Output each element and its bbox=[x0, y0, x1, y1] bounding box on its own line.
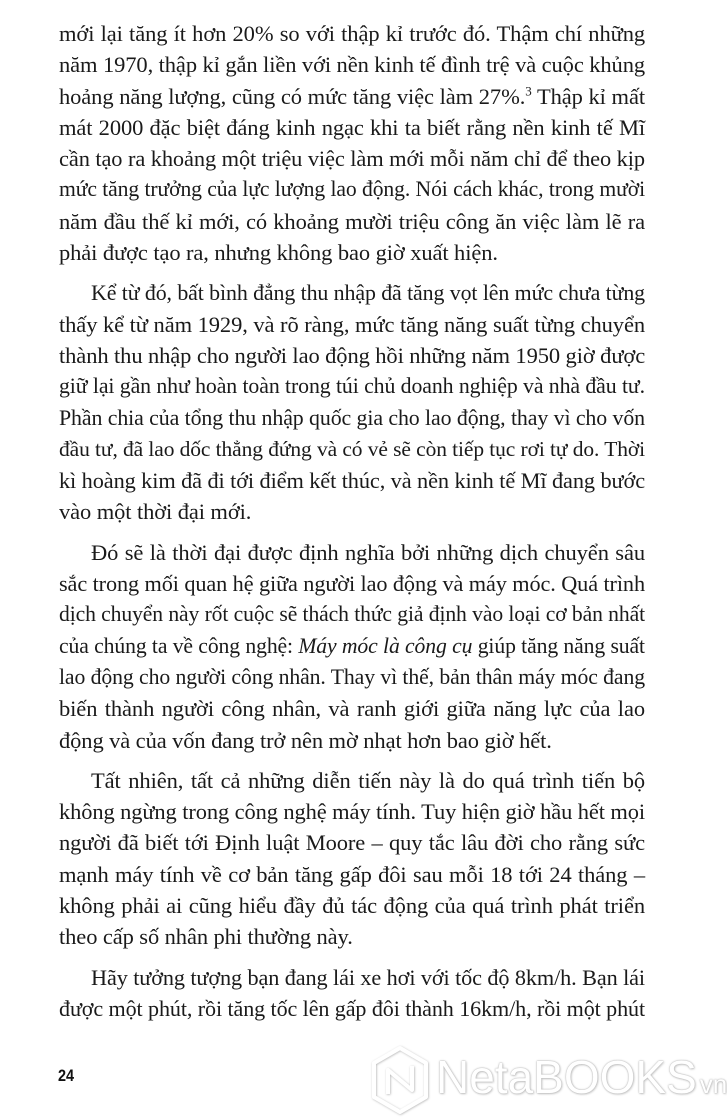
text-span: Thập kỉ mất bbox=[531, 83, 645, 109]
text-line: Hãy tưởng tượng bạn đang lái xe hơi với tốc độ 8km/h. Bạn lái bbox=[91, 964, 645, 990]
text-line bbox=[59, 631, 645, 662]
page-body bbox=[59, 18, 645, 1033]
watermark-brand-main: NetaBOOKS bbox=[436, 1051, 697, 1103]
paragraph bbox=[59, 962, 645, 1025]
text-line: sắc trong mối quan hệ giữa người lao động và máy móc. Quá trình bbox=[59, 571, 645, 597]
watermark bbox=[368, 1044, 727, 1116]
text-line: dịch chuyển này rốt cuộc sẽ thách thức giả định vào loại cơ bản nhất bbox=[59, 602, 645, 627]
text-line: không phải ai cũng hiểu đầy đủ tác động của quá trình phát triển bbox=[59, 893, 645, 919]
paragraph bbox=[59, 537, 645, 756]
watermark-brand-suffix: vn bbox=[699, 1069, 727, 1099]
page-number: 24 bbox=[58, 1066, 75, 1085]
text-span: giúp tăng năng suất bbox=[472, 633, 645, 658]
text-line: theo cấp số nhân phi thường này. bbox=[59, 924, 353, 950]
paragraph bbox=[59, 765, 645, 953]
text-line: Phần chia của tổng thu nhập quốc gia cho lao động, thay vì cho vốn bbox=[59, 405, 645, 430]
text-span: của chúng ta về công nghệ: bbox=[59, 633, 299, 658]
text-line: năm đầu thế kỉ mới, có khoảng mười triệu công ăn việc làm lẽ ra bbox=[59, 208, 645, 234]
text-line: không ngừng trong công nghệ máy tính. Tuy hiện giờ hầu hết mọi bbox=[59, 799, 645, 825]
text-line: mạnh máy tính về cơ bản tăng gấp đôi sau mỗi 18 tới 24 tháng – bbox=[59, 861, 645, 887]
text-line: mát 2000 đặc biệt đáng kinh ngạc khi ta biết rằng nền kinh tế Mĩ bbox=[59, 114, 645, 140]
text-line: đầu tư, đã lao dốc thẳng đứng và có vẻ sẽ còn tiếp tục rơi tự do. Thời bbox=[59, 436, 645, 461]
text-line: thành thu nhập cho người lao động hồi những năm 1950 giờ được bbox=[59, 342, 646, 368]
text-line: vào một thời đại mới. bbox=[59, 499, 252, 525]
paragraph bbox=[59, 18, 645, 268]
netabooks-logo-icon bbox=[368, 1044, 432, 1116]
text-line: thấy kể từ năm 1929, và rõ ràng, mức tăng năng suất từng chuyển bbox=[59, 311, 645, 337]
text-line: động và của vốn đang trở nên mờ nhạt hơn bao giờ hết. bbox=[59, 727, 552, 753]
text-line: phải được tạo ra, nhưng không bao giờ xuất hiện. bbox=[59, 240, 498, 266]
text-line: giữ lại gần như hoàn toàn trong túi chủ doanh nghiệp và nhà đầu tư. bbox=[59, 374, 645, 399]
text-line: Đó sẽ là thời đại được định nghĩa bởi những dịch chuyển sâu bbox=[91, 539, 645, 565]
footnote-marker[interactable]: 3 bbox=[525, 83, 532, 99]
text-line bbox=[59, 81, 645, 112]
text-line: mức tăng trưởng của lực lượng lao động. Nói cách khác, trong mười bbox=[59, 177, 645, 202]
text-span: hoảng năng lượng, cũng có mức tăng việc làm 27%. bbox=[59, 83, 526, 109]
text-line: năm 1970, thập kỉ gắn liền với nền kinh tế đình trệ và cuộc khủng bbox=[59, 52, 645, 78]
text-line: biến thành người công nhân, và ranh giới giữa năng lực của lao bbox=[59, 696, 645, 722]
text-line: kì hoàng kim đã đi tới điểm kết thúc, và nền kinh tế Mĩ đang bước bbox=[59, 468, 645, 494]
paragraph bbox=[59, 277, 645, 527]
text-line: người đã biết tới Định luật Moore – quy tắc lâu đời cho rằng sức bbox=[59, 830, 645, 856]
text-line: cần tạo ra khoảng một triệu việc làm mới mỗi năm chỉ để theo kịp bbox=[59, 146, 645, 172]
italic-emphasis: Máy móc là công cụ bbox=[298, 633, 473, 658]
text-line: mới lại tăng ít hơn 20% so với thập kỉ trước đó. Thậm chí những bbox=[59, 21, 645, 46]
text-line: được một phút, rồi tăng tốc lên gấp đôi thành 16km/h, rồi một phút bbox=[59, 995, 645, 1021]
text-line: Tất nhiên, tất cả những diễn tiến này là do quá trình tiến bộ bbox=[91, 767, 645, 793]
watermark-brand bbox=[436, 1050, 727, 1104]
text-line: Kể từ đó, bất bình đẳng thu nhập đã tăng vọt lên mức chưa từng bbox=[91, 280, 645, 306]
text-line: lao động cho người công nhân. Thay vì thế, bản thân máy móc đang bbox=[59, 664, 645, 689]
